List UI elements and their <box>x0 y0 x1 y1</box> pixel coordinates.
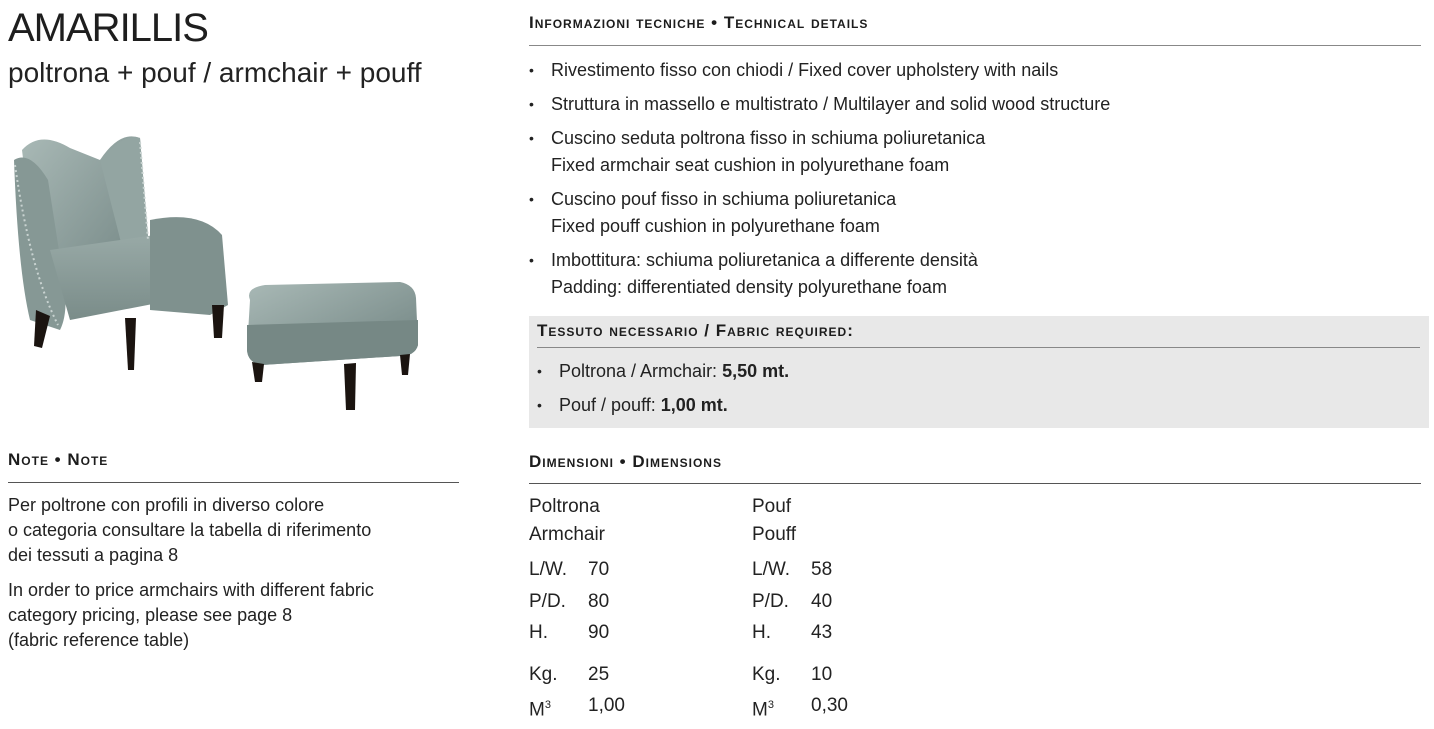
height-row: H. 43 <box>752 617 796 649</box>
fabric-label: Pouf / pouff: <box>559 395 661 415</box>
product-title: AMARILLIS <box>8 6 208 50</box>
bullet-icon: • <box>529 96 534 112</box>
fabric-value: 1,00 mt. <box>660 395 728 415</box>
list-item: • Rivestimento fisso con chiodi / Fixed cover upholstery with nails <box>529 57 1409 84</box>
height-value: 43 <box>811 622 833 643</box>
volume-value: 1,00 <box>588 695 625 716</box>
depth-row: P/D. 80 <box>529 586 605 618</box>
width-row: L/W. 70 <box>529 554 605 586</box>
armchair-name-english: Armchair <box>529 524 606 545</box>
bullet-icon: • <box>537 363 542 379</box>
width-value: 70 <box>588 559 610 580</box>
pouf-illustration <box>247 282 418 410</box>
fabric-required-list <box>537 354 1417 422</box>
list-item <box>537 354 1417 388</box>
list-item: • Imbottitura: schiuma poliuretanica a differente densità Padding: differentiated density polyurethane foam <box>529 247 1409 301</box>
volume-row: $M^3$ 1,00 <box>529 690 605 722</box>
fabric-value: 5,50 mt. <box>722 361 790 381</box>
depth-value: 40 <box>811 590 833 612</box>
volume-value: 0,30 <box>811 695 848 716</box>
bullet-icon: • <box>529 62 534 78</box>
note-heading: Note • Note <box>8 450 109 469</box>
technical-details-heading: Informazioni tecniche • Technical details <box>529 13 869 32</box>
bullet-icon: • <box>537 397 542 413</box>
width-row: L/W. 58 <box>752 554 796 586</box>
dimensions-heading: Dimensioni • Dimensions <box>529 452 722 471</box>
volume-row: $M^3$ 0,30 <box>752 690 796 722</box>
list-item <box>537 388 1417 422</box>
pouf-dimensions <box>752 493 848 722</box>
list-item: • Struttura in massello e multistrato / Multilayer and solid wood structure <box>529 91 1409 118</box>
weight-value: 25 <box>588 663 610 685</box>
list-item: • Cuscino seduta poltrona fisso in schiuma poliuretanica Fixed armchair seat cushion in polyurethane foam <box>529 125 1409 179</box>
product-photo <box>0 120 460 420</box>
armchair-name-italian: Poltrona <box>529 496 600 517</box>
depth-value: 80 <box>588 590 610 612</box>
pouf-name-italian: Pouf <box>752 496 792 517</box>
fabric-required-panel <box>529 316 1429 428</box>
product-subtitle: poltrona + pouf / armchair + pouff <box>8 57 422 88</box>
fabric-label: Poltrona / Armchair: <box>559 361 723 381</box>
technical-divider <box>529 45 1421 46</box>
width-value: 58 <box>811 559 833 580</box>
weight-row: Kg. 10 <box>752 659 796 691</box>
note-text-english: In order to price armchairs with different fabric category pricing, please see page 8 (fabric reference table) <box>8 580 374 650</box>
armchair-illustration <box>14 136 228 370</box>
dimensions-divider <box>529 483 1421 484</box>
height-value: 90 <box>588 622 610 643</box>
note-divider <box>8 482 459 483</box>
note-text-italian: Per poltrone con profili in diverso colore o categoria consultare la tabella di riferimento dei tessuti a pagina 8 <box>8 495 372 565</box>
bullet-icon: • <box>529 252 534 268</box>
weight-row: Kg. 25 <box>529 659 605 691</box>
height-row: H. 90 <box>529 617 605 649</box>
list-item: • Cuscino pouf fisso in schiuma poliuretanica Fixed pouff cushion in polyurethane foam <box>529 186 1409 240</box>
bullet-icon: • <box>529 191 534 207</box>
depth-row: P/D. 40 <box>752 586 796 618</box>
bullet-icon: • <box>529 130 534 146</box>
weight-value: 10 <box>811 663 833 685</box>
pouf-name-english: Pouff <box>752 524 797 545</box>
fabric-required-heading: Tessuto necessario / Fabric required: <box>537 321 854 340</box>
armchair-dimensions <box>529 493 625 722</box>
technical-details-list <box>529 57 1409 308</box>
fabric-divider <box>537 347 1420 348</box>
